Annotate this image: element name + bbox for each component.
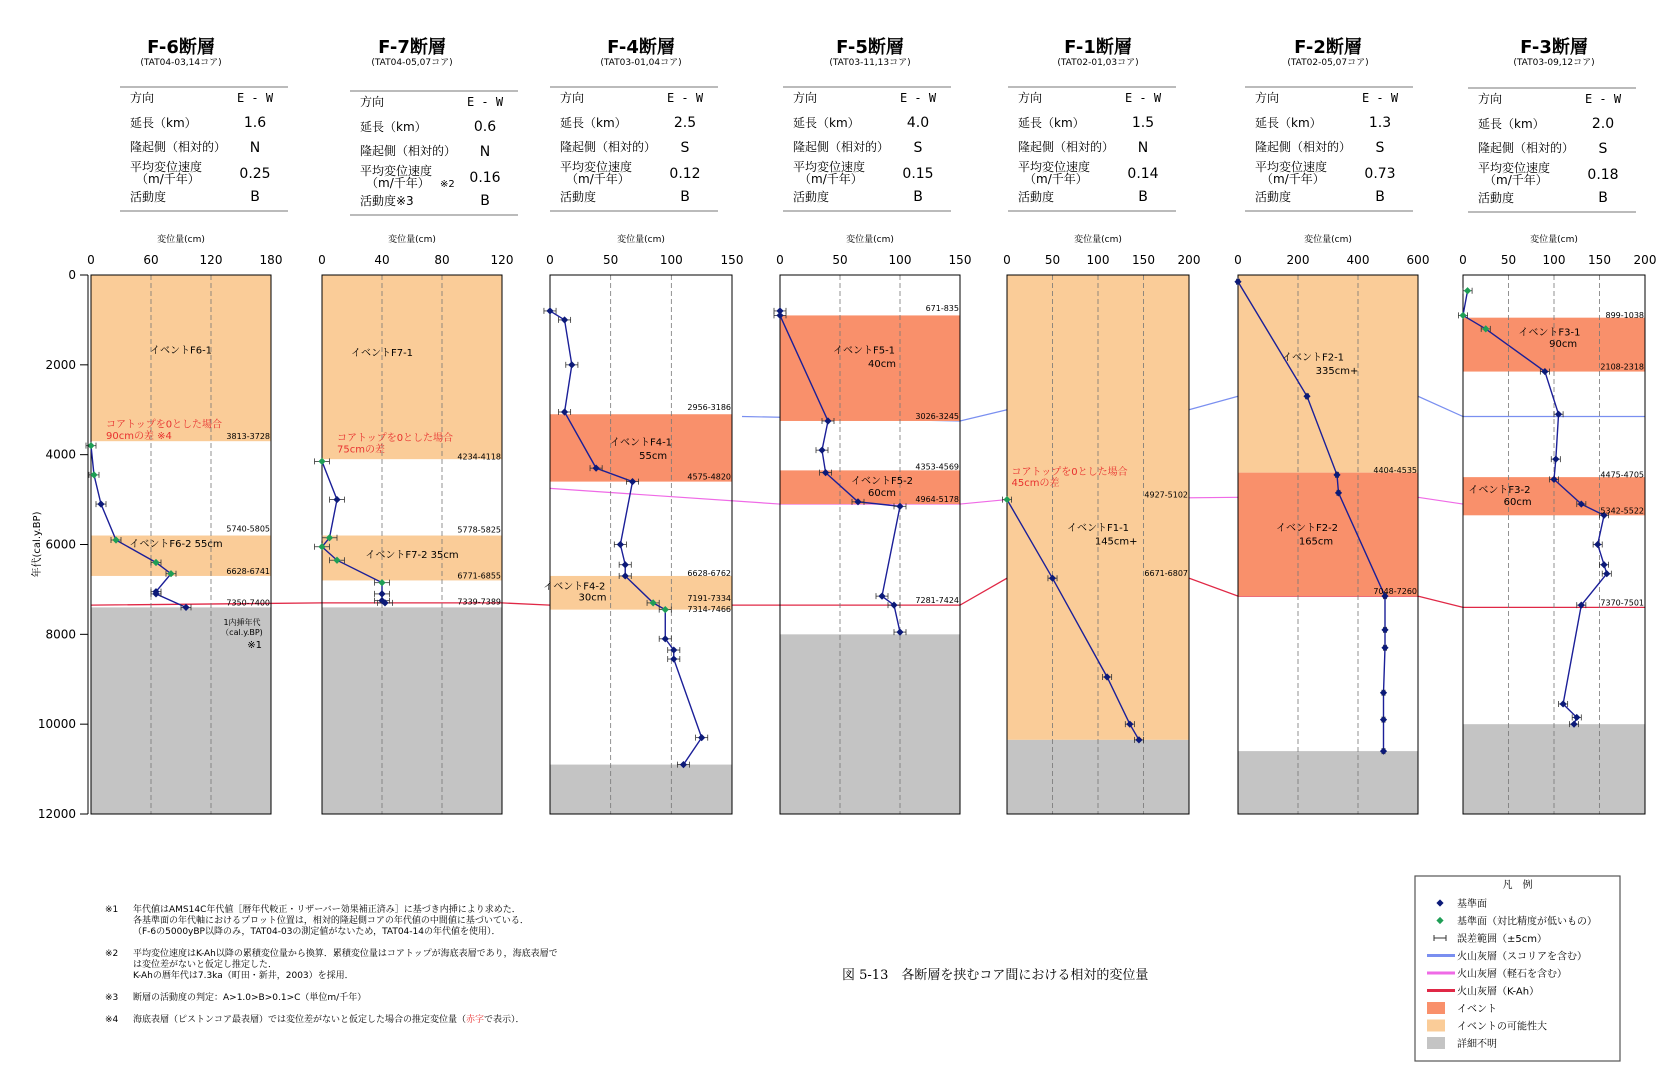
prop-value-rate: 0.25 [239, 166, 271, 182]
x-tick-label: 50 [832, 253, 848, 267]
prop-label-length: 延長（km） [560, 116, 627, 130]
prop-value-uplift: S [913, 140, 923, 156]
footnote-2 [105, 949, 665, 982]
event-label: 60cm [868, 487, 896, 499]
y-tick-label: 12000 [37, 807, 76, 821]
event-label: 90cm [1549, 338, 1578, 350]
panel-title: F-5断層 [836, 37, 904, 58]
prop-label-rate-unit: （m/千年） [366, 176, 430, 190]
prop-value-activity: B [680, 189, 690, 205]
band-unknown [780, 634, 960, 814]
event-label: イベントF7-2 35cm [365, 549, 459, 561]
prop-label-activity: 活動度 [1018, 190, 1055, 204]
x-tick-label: 100 [1542, 253, 1566, 267]
event-label: イベントF2-1 [1281, 352, 1345, 364]
band-unknown [1238, 751, 1418, 814]
x-tick-label: 150 [948, 253, 972, 267]
legend-label: 火山灰層（K-Ah） [1457, 986, 1540, 998]
prop-label-activity: 活動度※3 [360, 194, 414, 208]
interp-note: （cal.y.BP) [221, 628, 263, 637]
prop-label-rate: 平均変位速度 [793, 160, 866, 174]
event-label: イベントF2-2 [1275, 523, 1339, 535]
age-label: 4927-5102 [1144, 490, 1188, 500]
prop-value-length: 1.6 [243, 115, 267, 131]
prop-value-activity: B [250, 189, 260, 205]
prop-label-activity: 活動度 [793, 190, 830, 204]
prop-value-rate: 0.18 [1587, 167, 1619, 183]
footnote-text: で表示）． [484, 1015, 525, 1025]
prop-label-direction: 方向 [130, 91, 155, 105]
x-axis-label: 変位量(cm) [846, 235, 894, 245]
age-label: 5740-5805 [226, 524, 270, 534]
point-datum [1552, 456, 1559, 463]
age-label: 7350-7400 [226, 598, 270, 608]
point-datum [818, 447, 825, 454]
footnote-line: は変位差がないと仮定し推定した． [133, 960, 278, 970]
band-unknown [91, 607, 271, 814]
event-label: イベントF6-2 55cm [129, 539, 223, 551]
band-unknown [1463, 724, 1645, 814]
x-tick-label: 40 [374, 253, 390, 267]
event-label: イベントF3-2 [1468, 484, 1531, 496]
prop-value-activity: B [1598, 190, 1608, 206]
x-tick-label: 100 [1086, 253, 1110, 267]
age-label: 2956-3186 [687, 402, 731, 412]
age-label: 7339-7389 [457, 597, 501, 607]
footnote-line [133, 1015, 665, 1026]
x-tick-label: 150 [720, 253, 744, 267]
panel-subtitle: (TAT03-09,12コア) [1513, 58, 1595, 68]
x-tick-label: 0 [87, 253, 95, 267]
x-tick-label: 180 [259, 253, 283, 267]
age-label: 7191-7334 [687, 593, 731, 603]
event-label: 55cm [639, 451, 668, 463]
event-label: イベントF7-1 [350, 347, 414, 359]
x-tick-label: 100 [659, 253, 683, 267]
prop-value-uplift: S [1598, 141, 1608, 157]
prop-label-uplift: 隆起側（相対的） [793, 140, 890, 154]
x-tick-label: 60 [143, 253, 159, 267]
panel-title: F-3断層 [1520, 37, 1588, 58]
age-label: 7281-7424 [915, 596, 959, 606]
point-datum [617, 541, 624, 548]
x-tick-label: 100 [888, 253, 912, 267]
panel-subtitle: (TAT03-11,13コア) [829, 58, 911, 68]
prop-value-direction: E - W [1361, 91, 1399, 105]
y-tick-label: 8000 [45, 627, 76, 642]
age-label: 7370-7501 [1600, 598, 1644, 608]
prop-label-length: 延長（km） [1478, 117, 1545, 131]
y-tick-label: 10000 [37, 717, 76, 732]
panel-subtitle: (TAT03-01,04コア) [600, 58, 682, 68]
x-tick-label: 150 [1588, 253, 1611, 267]
point-datum [546, 307, 553, 314]
prop-value-rate: 0.14 [1127, 166, 1159, 182]
footnote-mark: ※4 [105, 1015, 119, 1025]
footnote-line: 断層の活動度の判定：A>1.0>B>0.1>C（単位m/千年） [133, 993, 367, 1003]
prop-label-rate-unit: （m/千年） [1261, 172, 1325, 186]
red-note: 90cmの差 ※4 [106, 430, 172, 442]
age-label: 4234-4118 [457, 452, 501, 462]
prop-value-direction: E - W [899, 91, 937, 105]
prop-label-rate-unit: （m/千年） [799, 172, 863, 186]
x-axis-label: 変位量(cm) [1530, 235, 1578, 245]
event-label: イベントF6-1 [149, 345, 213, 357]
point-datum [333, 496, 340, 503]
prop-value-uplift: N [1137, 140, 1149, 156]
panel-subtitle: (TAT04-03,14コア) [140, 58, 222, 68]
prop-label-rate-unit: （m/千年） [1024, 172, 1088, 186]
point-datum [1380, 689, 1387, 696]
red-note: コアトップを0とした場合 [337, 433, 454, 445]
red-note: 45cmの差 [1011, 478, 1060, 490]
prop-value-activity: B [1138, 189, 1148, 205]
prop-label-uplift: 隆起側（相対的） [1478, 141, 1575, 155]
age-label: 7048-7260 [1373, 587, 1417, 597]
prop-label-length: 延長（km） [1018, 116, 1085, 130]
age-label: 7314-7466 [687, 605, 731, 615]
point-datum [97, 500, 104, 507]
x-tick-label: 0 [1003, 253, 1011, 267]
x-tick-label: 200 [1286, 253, 1310, 267]
age-label: 4964-5178 [915, 495, 959, 505]
panel-subtitle: (TAT02-01,03コア) [1057, 58, 1139, 68]
red-note: 75cmの差 [337, 444, 385, 456]
prop-label-direction: 方向 [1255, 91, 1280, 105]
prop-label-rate: 平均変位速度 [1018, 160, 1091, 174]
x-tick-label: 50 [1500, 253, 1517, 267]
x-tick-label: 0 [1459, 253, 1467, 267]
age-label: 5342-5522 [1600, 506, 1644, 516]
legend-swatch-box-likely [1427, 1020, 1445, 1032]
figure-caption: 図 5-13 各断層を挟むコア間における相対的変位量 [842, 968, 1149, 983]
footnote-line: K-Ahの暦年代は7.3ka（町田・新井，2003）を採用． [133, 971, 354, 981]
prop-value-uplift: S [680, 140, 690, 156]
prop-label-rate: 平均変位速度 [1478, 161, 1551, 175]
x-tick-label: 600 [1406, 253, 1430, 267]
fault-panel-6 [1234, 36, 1429, 814]
footnote-line: 年代値はAMS14C年代値［暦年代較正・リザーバー効果補正済み］に基づき内挿により求めた． [133, 905, 521, 915]
prop-value-rate: 0.12 [669, 166, 701, 182]
prop-value-activity: B [1375, 189, 1385, 205]
band-unknown [550, 765, 732, 814]
x-tick-label: 400 [1346, 253, 1370, 267]
prop-value-length: 0.6 [473, 119, 497, 135]
event-label: 165cm [1298, 536, 1334, 548]
legend-swatch-box-event [1427, 1002, 1445, 1014]
prop-label-length: 延長（km） [1255, 116, 1322, 130]
prop-label-activity: 活動度 [1255, 190, 1292, 204]
event-label: イベントF4-2 [543, 581, 606, 593]
prop-label-uplift: 隆起側（相対的） [560, 140, 657, 154]
interp-note: 1内挿年代 [223, 618, 261, 627]
age-label: 6671-6807 [1144, 569, 1188, 579]
interp-note: ※1 [247, 640, 262, 651]
y-tick-label: 4000 [45, 447, 76, 462]
legend-label: 詳細不明 [1457, 1039, 1497, 1050]
prop-label-length: 延長（km） [793, 116, 860, 130]
prop-value-direction: E - W [236, 91, 274, 105]
age-label: 4404-4535 [1373, 465, 1417, 475]
event-label: イベントF1-1 [1066, 523, 1130, 535]
y-axis [30, 268, 88, 821]
legend [1415, 876, 1620, 1061]
age-label: 3813-3728 [226, 432, 270, 442]
legend-label: イベントの可能性大 [1457, 1021, 1547, 1033]
x-axis-label: 変位量(cm) [1304, 235, 1352, 245]
prop-label-direction: 方向 [1018, 91, 1043, 105]
prop-label-length: 延長（km） [360, 120, 427, 134]
point-datum [561, 316, 568, 323]
prop-value-direction: E - W [666, 91, 704, 105]
age-label: 671-835 [925, 304, 959, 314]
x-tick-label: 200 [1633, 253, 1657, 267]
red-note: コアトップを0とした場合 [106, 419, 223, 431]
footnote-line: （F-6の5000yBP以降のみ，TAT04-03の測定値がないため，TAT04-14の年代値を使用）． [133, 927, 501, 937]
x-tick-label: 200 [1177, 253, 1201, 267]
event-label: イベントF5-1 [832, 345, 896, 357]
prop-value-activity: B [913, 189, 923, 205]
point-datum [1381, 626, 1388, 633]
prop-value-length: 1.5 [1131, 115, 1155, 131]
x-tick-label: 50 [603, 253, 619, 267]
y-axis-label: 年代(cal.y.BP) [32, 511, 43, 578]
fault-panel-3 [543, 36, 743, 814]
x-tick-label: 120 [490, 253, 514, 267]
fault-panel-5 [1002, 36, 1200, 814]
prop-value-length: 2.5 [673, 115, 697, 131]
footnote-text: 海底表層（ピストンコア最表層）では変位差がないと仮定した場合の推定変位量（ [133, 1015, 467, 1025]
prop-label-rate-unit: （m/千年） [566, 172, 630, 186]
x-tick-label: 50 [1044, 253, 1061, 267]
footnote-3 [105, 993, 665, 1004]
panel-title: F-1断層 [1064, 37, 1132, 58]
point-datum [1381, 644, 1388, 651]
prop-label-activity: 活動度 [130, 190, 167, 204]
red-note: コアトップを0とした場合 [1011, 466, 1128, 478]
fault-panel-2 [315, 36, 519, 814]
age-label: 6628-6762 [687, 569, 731, 579]
prop-label-direction: 方向 [1478, 92, 1503, 106]
point-datum [622, 561, 629, 568]
prop-value-activity: B [480, 193, 490, 209]
prop-value-direction: E - W [466, 95, 504, 109]
event-label: 335cm+ [1315, 365, 1359, 377]
event-label: イベントF3-1 [1518, 327, 1581, 339]
displacement-line [91, 446, 186, 608]
event-label: イベントF5-2 [850, 475, 914, 487]
displacement-line [550, 311, 702, 765]
age-label: 899-1038 [1605, 310, 1644, 320]
band-event [1238, 473, 1418, 597]
prop-label-rate: 平均変位速度 [560, 160, 633, 174]
prop-label-rate-unit: （m/千年） [1484, 173, 1548, 187]
prop-label-direction: 方向 [360, 95, 385, 109]
x-axis-label: 変位量(cm) [157, 235, 205, 245]
x-axis-label: 変位量(cm) [388, 235, 436, 245]
panel-title: F-6断層 [147, 37, 215, 58]
prop-rate-mark: ※2 [440, 179, 455, 190]
prop-value-length: 4.0 [906, 115, 930, 131]
age-label: 4575-4820 [687, 472, 731, 482]
point-low-precision [1464, 287, 1471, 294]
legend-label: 基準面 [1457, 899, 1487, 910]
prop-label-direction: 方向 [560, 91, 585, 105]
point-datum [1380, 716, 1387, 723]
prop-label-uplift: 隆起側（相対的） [130, 140, 227, 154]
panel-title: F-4断層 [607, 37, 675, 58]
band-likely [91, 275, 271, 441]
legend-title: 凡 例 [1502, 880, 1533, 891]
prop-value-uplift: S [1375, 140, 1385, 156]
panel-subtitle: (TAT04-05,07コア) [371, 58, 453, 68]
age-label: 3026-3245 [915, 411, 959, 421]
panel-subtitle: (TAT02-05,07コア) [1287, 58, 1369, 68]
point-datum [378, 590, 385, 597]
age-label: 6628-6741 [226, 566, 270, 576]
panel-title: F-2断層 [1294, 37, 1362, 58]
event-label: 60cm [1503, 496, 1532, 508]
panel-title: F-7断層 [378, 37, 446, 58]
prop-value-uplift: N [479, 144, 491, 160]
footnote-mark: ※3 [105, 993, 119, 1003]
event-label: 30cm [578, 592, 607, 604]
prop-value-length: 1.3 [1368, 115, 1392, 131]
x-tick-label: 120 [199, 253, 223, 267]
prop-label-rate: 平均変位速度 [1255, 160, 1328, 174]
band-unknown [322, 607, 502, 814]
footnote-red-text: 赤字 [466, 1015, 485, 1025]
point-datum [568, 361, 575, 368]
footnote-mark: ※1 [105, 905, 119, 915]
age-label: 4353-4569 [915, 462, 959, 472]
event-label: イベントF4-1 [609, 437, 673, 449]
prop-value-direction: E - W [1124, 91, 1162, 105]
point-datum [1600, 561, 1607, 568]
fault-panels [86, 36, 1656, 814]
y-tick-label: 6000 [45, 537, 76, 552]
point-datum [1594, 541, 1601, 548]
x-tick-label: 150 [1132, 253, 1155, 267]
age-label: 4475-4705 [1600, 470, 1644, 480]
band-likely [322, 275, 502, 462]
prop-label-rate: 平均変位速度 [360, 164, 433, 178]
prop-value-direction: E - W [1584, 92, 1622, 106]
legend-label: イベント [1457, 1004, 1497, 1015]
fault-panel-7 [1458, 36, 1656, 814]
footnote-1 [105, 905, 665, 938]
prop-label-activity: 活動度 [1478, 191, 1515, 205]
footnote-mark: ※2 [105, 949, 119, 959]
prop-label-activity: 活動度 [560, 190, 597, 204]
x-axis-label: 変位量(cm) [617, 235, 665, 245]
prop-value-rate: 0.73 [1364, 166, 1396, 182]
prop-label-rate: 平均変位速度 [130, 160, 203, 174]
prop-label-uplift: 隆起側（相対的） [1018, 140, 1115, 154]
age-label: 5778-5825 [457, 525, 501, 535]
legend-label: 火山灰層（スコリアを含む） [1457, 951, 1587, 963]
legend-label: 誤差範囲（±5cm） [1457, 934, 1547, 945]
prop-label-length: 延長（km） [130, 116, 197, 130]
prop-label-rate-unit: （m/千年） [136, 172, 200, 186]
legend-label: 火山灰層（軽石を含む） [1457, 969, 1567, 980]
legend-label: 基準面（対比精度が低いもの） [1457, 916, 1597, 928]
footnote-line: 各基準面の年代軸におけるプロット位置は，相対的隆起側コアの年代値の中間値に基づいている． [133, 916, 529, 926]
prop-value-rate: 0.15 [902, 166, 934, 182]
fault-panel-4 [774, 36, 971, 814]
panel-frame [550, 275, 732, 814]
x-axis-label: 変位量(cm) [1074, 235, 1122, 245]
x-tick-label: 80 [434, 253, 450, 267]
age-label: 2108-2318 [1600, 362, 1644, 372]
fault-panel-1 [86, 36, 288, 814]
x-tick-label: 0 [318, 253, 326, 267]
legend-swatch-box-unknown [1427, 1037, 1445, 1049]
age-label: 6771-6855 [457, 571, 501, 581]
footnotes [105, 905, 665, 1037]
prop-value-uplift: N [249, 140, 261, 156]
prop-label-uplift: 隆起側（相対的） [360, 144, 457, 158]
event-label: 40cm [868, 359, 896, 371]
displacement-line [322, 461, 385, 602]
footnote-4 [105, 1015, 665, 1026]
event-label: 145cm+ [1094, 536, 1138, 548]
y-tick-label: 2000 [45, 357, 76, 372]
prop-label-direction: 方向 [793, 91, 818, 105]
x-tick-label: 0 [1234, 253, 1242, 267]
footnote-line: 平均変位速度はK-Ah以降の累積変位量から換算．累積変位量はコアトップが海底表層であり，海底表層で [133, 949, 558, 959]
prop-value-length: 2.0 [1591, 116, 1615, 132]
prop-label-uplift: 隆起側（相対的） [1255, 140, 1352, 154]
x-tick-label: 0 [546, 253, 554, 267]
prop-value-rate: 0.16 [469, 170, 501, 186]
y-tick-label: 0 [68, 268, 76, 282]
x-tick-label: 0 [776, 253, 784, 267]
